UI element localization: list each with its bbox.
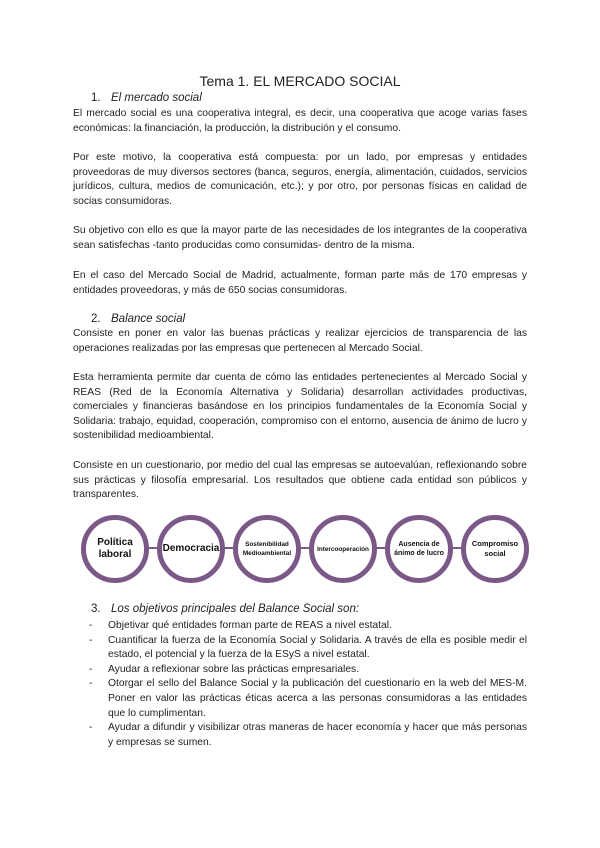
list-item: - Ayudar a reflexionar sobre las prácticas empresariales.: [89, 663, 360, 675]
principle-circle: Política laboral: [81, 515, 149, 583]
principle-circle: Intercooperación: [309, 515, 377, 583]
section-1-paragraph: Su objetivo con ello es que la mayor parte de las necesidades de los integrantes de la cooperativa sean satisfechas -tanto producidas como consumidas- dentro de la misma.: [73, 225, 527, 251]
section-2-paragraph: Consiste en poner en valor las buenas prácticas y realizar ejercicios de transparencia de las operaciones realizadas por las empresas que pertenecen al Mercado Social.: [73, 328, 527, 354]
principle-circle: Ausencia de ánimo de lucro: [385, 515, 453, 583]
list-item: - Ayudar a difundir y visibilizar otras maneras de hacer economía y hacer que más personas y empresas se sumen.: [89, 722, 527, 748]
section-2-paragraph: Consiste en un cuestionario, por medio del cual las empresas se autoevalúan, reflexionando sobre sus prácticas y filosofía empresarial. Los resultados que obtiene cada entidad son públicos y transparentes.: [73, 460, 527, 501]
objectives-list: [73, 619, 527, 750]
section-1-paragraph: El mercado social es una cooperativa integral, es decir, una cooperativa que acoge varias fases económicas: la financiación, la producción, la distribución y el consumo.: [73, 108, 527, 134]
section-1-number: 1.: [91, 92, 101, 104]
list-item: - Objetivar qué entidades forman parte de REAS a nivel estatal.: [89, 620, 392, 631]
section-1-paragraph: En el caso del Mercado Social de Madrid, actualmente, forman parte más de 170 empresas y entidades proveedoras, y más de 650 socias consumidoras.: [73, 270, 527, 296]
section-3-heading: [91, 602, 359, 616]
section-3-title: Los objetivos principales del Balance Social son:: [111, 603, 360, 615]
section-2-number: 2.: [91, 313, 101, 325]
section-2-heading: [91, 312, 185, 326]
document-title: Tema 1. EL MERCADO SOCIAL: [199, 73, 401, 89]
list-item: - Otorgar el sello del Balance Social y la publicación del cuestionario en la web del MES-M. Poner en valor las prácticas éticas acerca a las personas consumidoras a las entidades que lo cumplimentan.: [89, 678, 527, 719]
principle-circle: Sostenibilidad Medioambiental: [233, 515, 301, 583]
section-1-title: El mercado social: [111, 92, 202, 104]
principles-diagram: [0, 512, 600, 582]
principle-circle: Compromiso social: [461, 515, 529, 583]
section-3-number: 3.: [91, 603, 101, 615]
section-1-paragraph: Por este motivo, la cooperativa está compuesta: por un lado, por empresas y entidades proveedoras de muy diversos sectores (banca, seguros, energía, alimentación, cuidados, servicios jurídicos, cultura, medios de comunicación, etc.); y por otro, por personas físicas en calidad de socias consumidoras.: [73, 152, 527, 207]
principle-circle: Democracia: [157, 515, 225, 583]
list-item: - Cuantificar la fuerza de la Economía Social y Solidaria. A través de ella es posible medir el estado, el potencial y la fuerza de la ESyS a nivel estatal.: [89, 634, 527, 661]
section-1-heading: [91, 91, 202, 105]
section-2-title: Balance social: [111, 313, 186, 325]
section-2-paragraph: Esta herramienta permite dar cuenta de cómo las entidades pertenecientes al Mercado Social y REAS (Red de la Economía Alternativa y Solidaria) desarrollan actividades productivas, comerciales y financieras basándose en los principios fundamentales de la Economía Social y Solidaria: trabajo, equidad, cooperación, compromiso con el entorno, ausencia de ánimo de lucro y sostenibilidad medioambiental.: [73, 372, 527, 442]
